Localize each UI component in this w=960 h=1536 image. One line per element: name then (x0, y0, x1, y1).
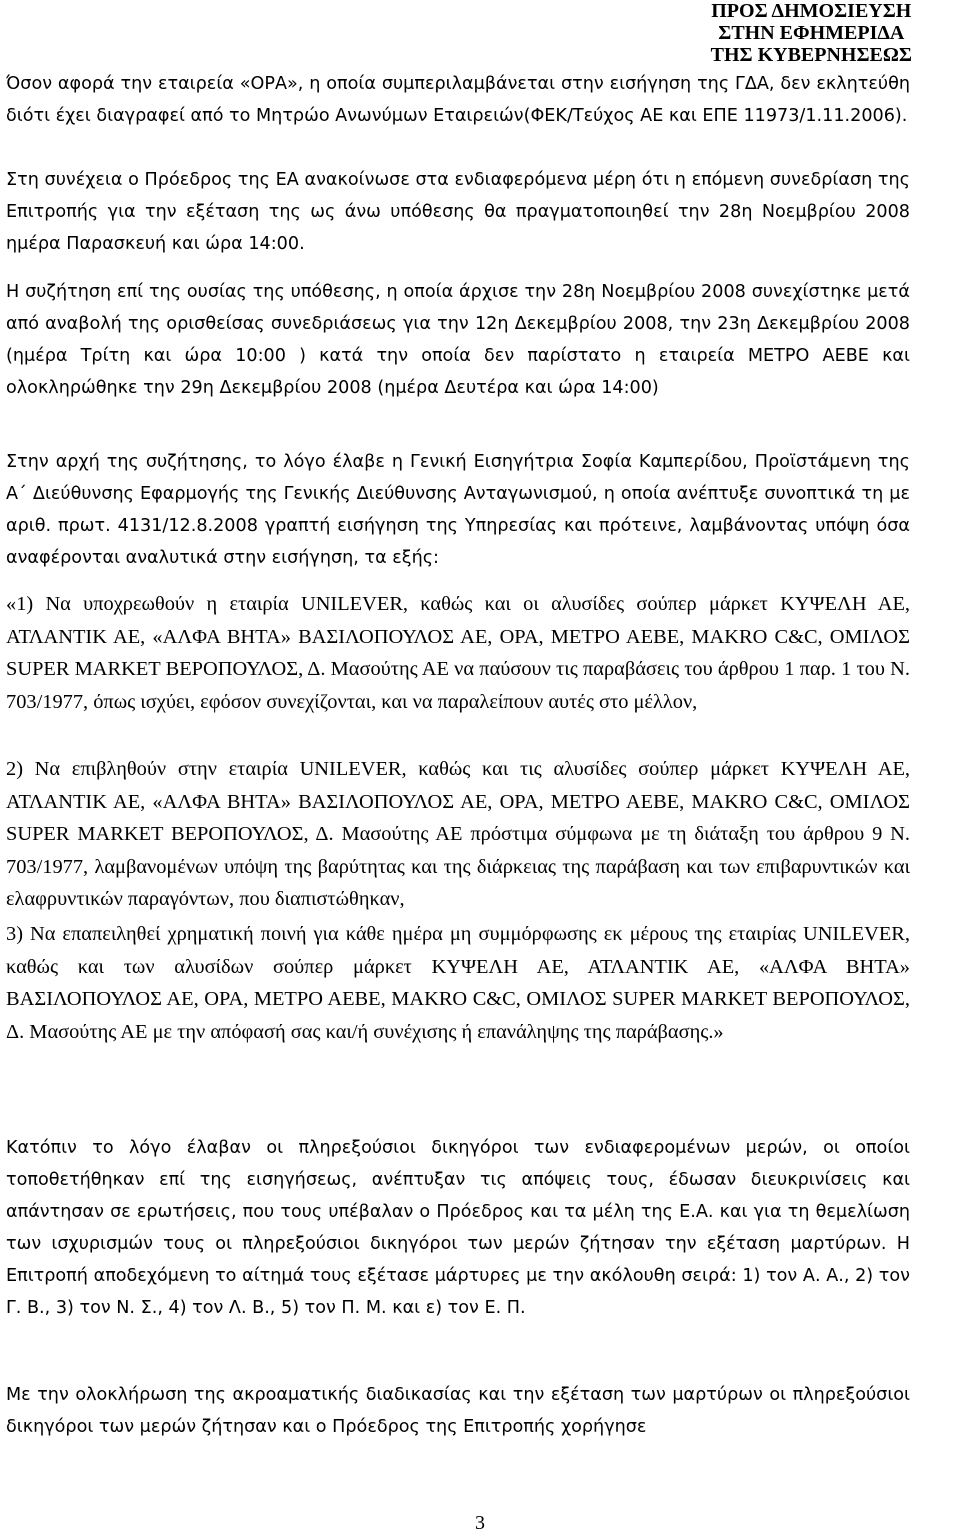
header-line-3: ΤΗΣ ΚΥΒΕΡΝΗΣΕΩΣ (710, 44, 912, 66)
paragraph-discussion: Η συζήτηση επί της ουσίας της υπόθεσης, η οποία άρχισε την 28η Νοεμβρίου 2008 συνεχίστηκε μετά από αναβολή της ορισθείσας συνεδριάσεως για την 12η Δεκεμβρίου 2008, την 23η Δεκεμβρίου 2008 (ημέρα Τρίτη και ώρα 10:00 ) κατά την οποία δεν παρίστατο η εταιρεία ΜΕΤΡΟ ΑΕΒΕ και ολοκληρώθηκε την 29η Δεκεμβρίου 2008 (ημέρα Δευτέρα και ώρα 14:00) (6, 282, 910, 398)
header-line-2: ΣΤΗΝ ΕΦΗΜΕΡΙΔΑ (718, 22, 905, 44)
paragraph-ora: Όσον αφορά την εταιρεία «ΟΡΑ», η οποία συμπεριλαμβάνεται στην εισήγηση της ΓΔΑ, δεν εκλητεύθη διότι έχει διαγραφεί από το Μητρώο Ανωνύμων Εταιρειών(ΦΕΚ/Τεύχος ΑΕ και ΕΠΕ 11973/1.11.2006). (6, 74, 910, 126)
paragraph-conclusion: Με την ολοκλήρωση της ακροαματικής διαδικασίας και την εξέταση των μαρτύρων οι πληρεξούσιοι δικηγόροι των μερών ζήτησαν και ο Πρόεδρος της Επιτροπής χορήγησε (6, 1385, 910, 1437)
header-line-1: ΠΡΟΣ ΔΗΜΟΣΙΕΥΣΗ (711, 0, 912, 22)
proposal-1: «1) Να υποχρεωθούν η εταιρία UNILEVER, καθώς και οι αλυσίδες σούπερ μάρκετ ΚΥΨΕΛΗ ΑΕ, ΑΤΛΑΝΤΙΚ ΑΕ, «ΑΛΦΑ ΒΗΤΑ» ΒΑΣΙΛΟΠΟΥΛΟΣ ΑΕ, ΟΡΑ, ΜΕΤΡΟ ΑΕΒΕ, MAKRO C&C, ΟΜΙΛΟΣ SUPER MARKET ΒΕΡΟΠΟΥΛΟΣ, Δ. Μασούτης ΑΕ να παύσουν τις παραβάσεις του άρθρου 1 παρ. 1 του Ν. 703/1977, όπως ισχύει, εφόσον συνεχίζονται, και να παραλείπουν αυτές στο μέλλον, (6, 593, 910, 713)
paragraph-rapporteur: Στην αρχή της συζήτησης, το λόγο έλαβε η Γενική Εισηγήτρια Σοφία Καμπερίδου, Προϊστάμενη της Α΄ Διεύθυνσης Εφαρμογής της Γενικής Διεύθυνσης Ανταγωνισμού, η οποία ανέπτυξε συνοπτικά τη με αριθ. πρωτ. 4131/12.8.2008 γραπτή εισήγηση της Υπηρεσίας και πρότεινε, λαμβάνοντας υπόψη όσα αναφέρονται αναλυτικά στην εισήγηση, τα εξής: (6, 452, 910, 568)
page-number: 3 (475, 1512, 485, 1534)
paragraph-lawyers: Κατόπιν το λόγο έλαβαν οι πληρεξούσιοι δικηγόροι των ενδιαφερομένων μερών, οι οποίοι τοποθετήθηκαν επί της εισηγήσεως, ανέπτυξαν τις απόψεις τους, έδωσαν διευκρινίσεις και απάντησαν σε ερωτήσεις, που τους υπέβαλαν ο Πρόεδρος και τα μέλη της Ε.Α. και για τη θεμελίωση των ισχυρισμών τους οι πληρεξούσιοι δικηγόροι των μερών ζήτησαν την εξέταση μαρτύρων. Η Επιτροπή αποδεχόμενη το αίτημά τους εξέτασε μάρτυρες με την ακόλουθη σειρά: 1) τον Α. Α., 2) τον Γ. Β., 3) τον Ν. Σ., 4) τον Λ. Β., 5) τον Π. Μ. και ε) τον Ε. Π. (6, 1138, 910, 1318)
publication-header (711, 0, 912, 66)
proposal-2: 2) Να επιβληθούν στην εταιρία UNILEVER, καθώς και τις αλυσίδες σούπερ μάρκετ ΚΥΨΕΛΗ ΑΕ, ΑΤΛΑΝΤΙΚ ΑΕ, «ΑΛΦΑ ΒΗΤΑ» ΒΑΣΙΛΟΠΟΥΛΟΣ ΑΕ, ΟΡΑ, ΜΕΤΡΟ ΑΕΒΕ, MAKRO C&C, ΟΜΙΛΟΣ SUPER MARKET ΒΕΡΟΠΟΥΛΟΣ, Δ. Μασούτης ΑΕ πρόστιμα σύμφωνα με τη διάταξη του άρθρου 9 Ν. 703/1977, λαμβανομένων υπόψη της βαρύτητας και της διάρκειας της παράβαση και των επιβαρυντικών και ελαφρυντικών παραγόντων, που διαπιστώθηκαν, (6, 758, 910, 910)
paragraph-next-session: Στη συνέχεια ο Πρόεδρος της ΕΑ ανακοίνωσε στα ενδιαφερόμενα μέρη ότι η επόμενη συνεδρίαση της Επιτροπής για την εξέταση της ως άνω υπόθεσης θα πραγματοποιηθεί την 28η Νοεμβρίου 2008 ημέρα Παρασκευή και ώρα 14:00. (6, 170, 910, 254)
proposal-3: 3) Να επαπειληθεί χρηματική ποινή για κάθε ημέρα μη συμμόρφωσης εκ μέρους της εταιρίας UNILEVER, καθώς και των αλυσίδων σούπερ μάρκετ ΚΥΨΕΛΗ ΑΕ, ΑΤΛΑΝΤΙΚ ΑΕ, «ΑΛΦΑ ΒΗΤΑ» ΒΑΣΙΛΟΠΟΥΛΟΣ ΑΕ, ΟΡΑ, ΜΕΤΡΟ ΑΕΒΕ, MAKRO C&C, ΟΜΙΛΟΣ SUPER MARKET ΒΕΡΟΠΟΥΛΟΣ, Δ. Μασούτης ΑΕ με την απόφασή σας και/ή συνέχισης ή επανάληψης της παράβασης.» (6, 923, 910, 1043)
